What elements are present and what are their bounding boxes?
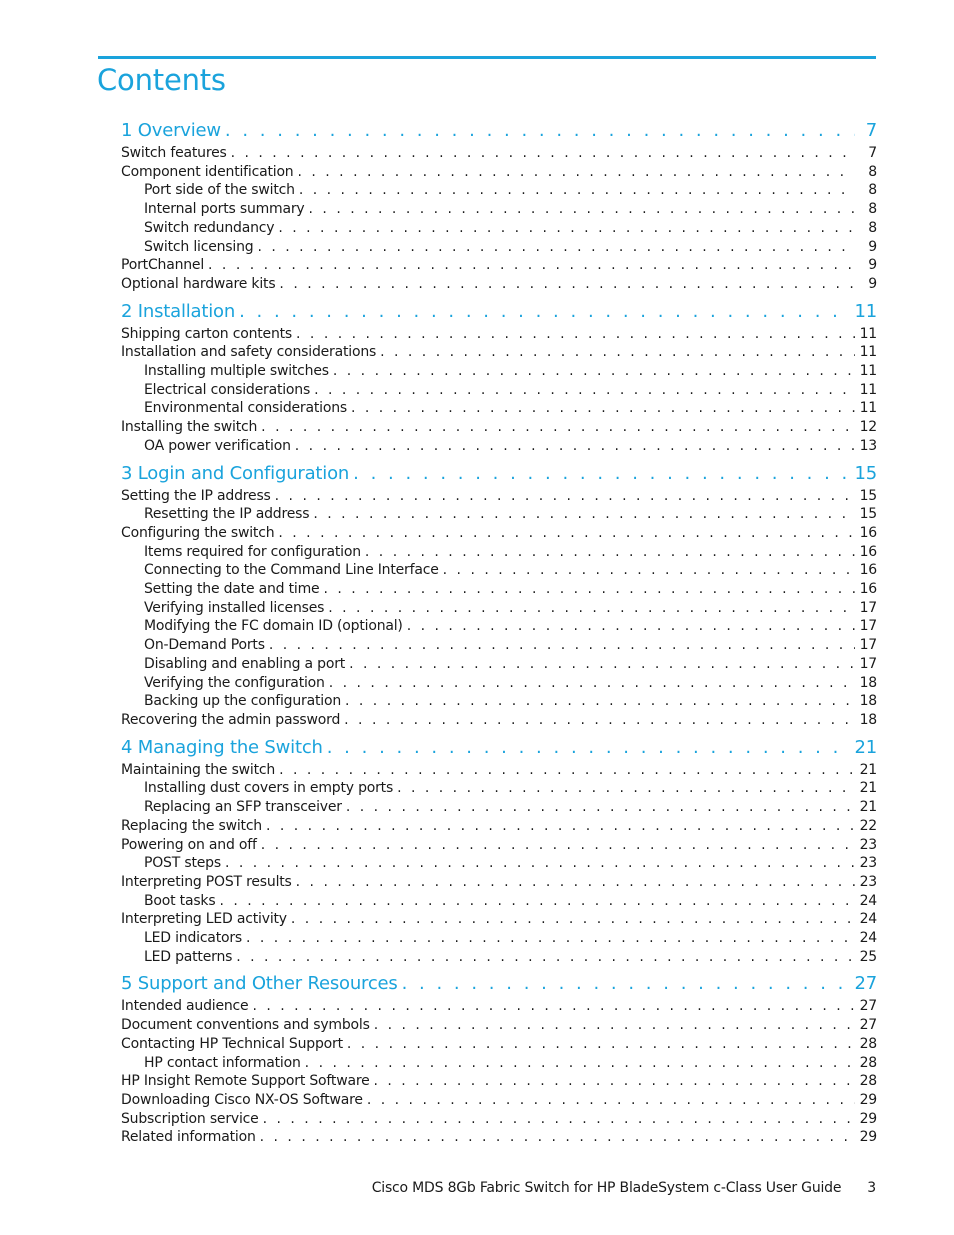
dot-leader (367, 1091, 855, 1110)
dot-leader (443, 561, 855, 580)
toc-entry-page: 29 (859, 1129, 877, 1146)
dot-leader (296, 873, 855, 892)
toc-subsection[interactable] (121, 892, 877, 911)
toc-entry-label: Installing multiple switches (144, 363, 329, 380)
toc-chapter-heading[interactable] (121, 971, 877, 997)
toc-entry-page: 9 (868, 275, 877, 292)
toc-subsection[interactable] (121, 929, 877, 948)
toc-entry-page: 11 (859, 363, 877, 380)
toc-entry-label: Switch features (121, 145, 227, 161)
dot-leader (297, 163, 855, 182)
toc-entry-page: 24 (859, 930, 877, 947)
toc-section[interactable] (121, 910, 877, 929)
toc-entry-label: Recovering the admin password (121, 711, 341, 728)
dot-leader (333, 362, 855, 381)
toc-entry-page: 21 (859, 780, 877, 797)
toc-subsection[interactable] (121, 779, 877, 798)
toc-subsection[interactable] (121, 580, 877, 599)
toc-entry-label: POST steps (144, 855, 221, 872)
toc-entry-page: 17 (859, 637, 877, 654)
toc-entry-label: Downloading Cisco NX-OS Software (121, 1091, 363, 1108)
toc-entry-page: 11 (854, 300, 877, 322)
toc-entry-page: 17 (859, 618, 877, 635)
toc-entry-page: 15 (854, 462, 877, 484)
toc-entry-label: Resetting the IP address (144, 506, 310, 523)
dot-leader (295, 437, 855, 456)
toc-entry-label: Installation and safety considerations (121, 344, 377, 361)
toc-entry-label: Disabling and enabling a port (144, 655, 346, 672)
toc-entry-page: 28 (859, 1035, 877, 1052)
dot-leader (246, 929, 855, 948)
toc-subsection[interactable] (121, 617, 877, 636)
toc-entry-label: Optional hardware kits (121, 275, 276, 292)
toc-subsection[interactable] (121, 505, 877, 524)
toc-entry-page: 23 (859, 836, 877, 853)
dot-leader (260, 1128, 855, 1147)
toc-entry-label: Setting the IP address (121, 487, 271, 504)
toc-entry-label: PortChannel (121, 257, 205, 274)
toc-entry-label: Replacing the switch (121, 817, 262, 834)
toc-entry-label: 2 Installation (121, 300, 236, 322)
toc-entry-label: Interpreting LED activity (121, 911, 287, 928)
toc-entry-page: 15 (859, 487, 877, 504)
toc-entry-page: 7 (868, 145, 877, 161)
dot-leader (344, 711, 855, 730)
dot-leader (380, 343, 855, 362)
toc-chapter (121, 118, 877, 294)
toc-subsection[interactable] (121, 674, 877, 693)
dot-leader (275, 487, 855, 506)
toc-entry-page: 8 (868, 163, 877, 180)
toc-section[interactable] (121, 1035, 877, 1054)
dot-leader (261, 836, 855, 855)
toc-section[interactable] (121, 163, 877, 182)
toc-entry-page: 18 (859, 711, 877, 728)
toc-entry-page: 28 (859, 1073, 877, 1090)
dot-leader (349, 655, 855, 674)
toc-entry-label: Contacting HP Technical Support (121, 1035, 343, 1052)
dot-leader (407, 617, 855, 636)
toc-subsection[interactable] (121, 543, 877, 562)
toc-chapter (121, 735, 877, 967)
dot-leader (225, 118, 855, 144)
toc-entry-label: Component identification (121, 163, 294, 180)
toc-section[interactable] (121, 325, 877, 344)
toc-subsection[interactable] (121, 561, 877, 580)
toc-entry-page: 9 (868, 238, 877, 255)
toc-entry-label: Internal ports summary (144, 201, 305, 218)
toc-entry-page: 8 (868, 201, 877, 218)
toc-chapter (121, 299, 877, 456)
toc-entry-page: 8 (868, 182, 877, 199)
toc-entry-label: Port side of the switch (144, 182, 295, 199)
toc-entry-page: 16 (859, 581, 877, 598)
footer-page-number: 3 (867, 1180, 876, 1196)
dot-leader (373, 1072, 855, 1091)
toc-entry-label: Document conventions and symbols (121, 1017, 370, 1034)
dot-leader (278, 219, 855, 238)
toc-entry-page: 11 (859, 381, 877, 398)
toc-entry-label: 4 Managing the Switch (121, 736, 323, 758)
table-of-contents (121, 118, 877, 1152)
dot-leader (347, 1035, 855, 1054)
toc-entry-label: LED patterns (144, 948, 233, 965)
footer-doc-title: Cisco MDS 8Gb Fabric Switch for HP BladeSystem c-Class User Guide (371, 1180, 842, 1196)
dot-leader (305, 1054, 855, 1073)
dot-leader (397, 779, 855, 798)
toc-entry-page: 18 (859, 674, 877, 691)
dot-leader (313, 505, 855, 524)
page-footer (372, 1180, 876, 1196)
toc-entry-page: 21 (854, 736, 877, 758)
toc-entry-page: 15 (859, 506, 877, 523)
toc-section[interactable] (121, 1110, 877, 1129)
toc-entry-label: Verifying the configuration (144, 674, 325, 691)
toc-entry-page: 17 (859, 655, 877, 672)
toc-entry-page: 18 (859, 693, 877, 710)
toc-subsection[interactable] (121, 636, 877, 655)
toc-entry-page: 16 (859, 562, 877, 579)
dot-leader (219, 892, 855, 911)
toc-entry-label: 3 Login and Configuration (121, 462, 350, 484)
toc-entry-label: Electrical considerations (144, 381, 311, 398)
toc-subsection[interactable] (121, 200, 877, 219)
toc-entry-page: 24 (859, 892, 877, 909)
dot-leader (263, 1110, 855, 1129)
toc-subsection[interactable] (121, 854, 877, 873)
toc-entry-label: 1 Overview (121, 120, 221, 141)
toc-entry-label: HP contact information (144, 1054, 301, 1071)
toc-section[interactable] (121, 836, 877, 855)
toc-entry-page: 16 (859, 543, 877, 560)
toc-entry-label: Intended audience (121, 998, 249, 1015)
page-title: Contents (97, 63, 226, 97)
toc-section[interactable] (121, 761, 877, 780)
dot-leader (261, 418, 855, 437)
toc-subsection[interactable] (121, 238, 877, 257)
toc-section[interactable] (121, 1128, 877, 1147)
toc-entry-label: On-Demand Ports (144, 637, 265, 654)
dot-leader (252, 997, 855, 1016)
toc-section[interactable] (121, 817, 877, 836)
toc-section[interactable] (121, 256, 877, 275)
toc-entry-page: 17 (859, 599, 877, 616)
toc-subsection[interactable] (121, 181, 877, 200)
toc-entry-label: Connecting to the Command Line Interface (144, 562, 439, 579)
toc-entry-label: Related information (121, 1129, 256, 1146)
dot-leader (328, 599, 855, 618)
toc-subsection[interactable] (121, 381, 877, 400)
toc-entry-page: 7 (865, 120, 877, 141)
toc-section[interactable] (121, 524, 877, 543)
toc-chapter-heading[interactable] (121, 735, 877, 761)
toc-subsection[interactable] (121, 399, 877, 418)
toc-entry-page: 11 (859, 325, 877, 342)
toc-entry-label: HP Insight Remote Support Software (121, 1073, 370, 1090)
toc-entry-label: Maintaining the switch (121, 761, 276, 778)
dot-leader (239, 299, 850, 325)
dot-leader (266, 817, 855, 836)
dot-leader (345, 692, 855, 711)
toc-entry-page: 11 (859, 400, 877, 417)
toc-subsection[interactable] (121, 655, 877, 674)
dot-leader (353, 461, 850, 487)
toc-entry-label: 5 Support and Other Resources (121, 973, 398, 995)
toc-subsection[interactable] (121, 692, 877, 711)
dot-leader (291, 910, 855, 929)
dot-leader (314, 381, 855, 400)
toc-section[interactable] (121, 418, 877, 437)
toc-entry-page: 23 (859, 873, 877, 890)
toc-subsection[interactable] (121, 437, 877, 456)
dot-leader (231, 144, 855, 163)
toc-entry-page: 23 (859, 855, 877, 872)
toc-entry-page: 24 (859, 911, 877, 928)
dot-leader (296, 325, 855, 344)
toc-entry-label: Switch redundancy (144, 219, 275, 236)
header-rule (98, 56, 876, 59)
toc-entry-page: 21 (859, 799, 877, 816)
toc-entry-label: Configuring the switch (121, 524, 275, 541)
toc-entry-label: Subscription service (121, 1110, 259, 1127)
toc-entry-label: Switch licensing (144, 238, 254, 255)
toc-entry-page: 21 (859, 761, 877, 778)
toc-section[interactable] (121, 1072, 877, 1091)
dot-leader (208, 256, 855, 275)
toc-entry-label: Modifying the FC domain ID (optional) (144, 618, 403, 635)
dot-leader (269, 636, 855, 655)
dot-leader (402, 971, 851, 997)
toc-subsection[interactable] (121, 948, 877, 967)
toc-entry-page: 25 (859, 948, 877, 965)
toc-chapter-heading[interactable] (121, 299, 877, 325)
toc-entry-label: Setting the date and time (144, 581, 320, 598)
dot-leader (279, 761, 855, 780)
dot-leader (374, 1016, 855, 1035)
toc-entry-page: 12 (859, 419, 877, 436)
toc-subsection[interactable] (121, 798, 877, 817)
toc-subsection[interactable] (121, 362, 877, 381)
toc-section[interactable] (121, 711, 877, 730)
toc-subsection[interactable] (121, 219, 877, 238)
toc-entry-page: 22 (859, 817, 877, 834)
toc-entry-page: 29 (859, 1091, 877, 1108)
dot-leader (225, 854, 855, 873)
dot-leader (346, 798, 855, 817)
toc-section[interactable] (121, 487, 877, 506)
toc-entry-page: 16 (859, 524, 877, 541)
toc-chapter (121, 971, 877, 1147)
toc-entry-label: Boot tasks (144, 892, 216, 909)
toc-chapter-heading[interactable] (121, 461, 877, 487)
dot-leader (365, 543, 855, 562)
toc-entry-label: Replacing an SFP transceiver (144, 799, 342, 816)
toc-chapter (121, 461, 877, 730)
dot-leader (299, 181, 855, 200)
toc-entry-page: 27 (854, 973, 877, 995)
toc-entry-label: Installing dust covers in empty ports (144, 780, 394, 797)
toc-subsection[interactable] (121, 1054, 877, 1073)
toc-entry-label: Verifying installed licenses (144, 599, 325, 616)
toc-entry-page: 8 (868, 219, 877, 236)
toc-entry-page: 28 (859, 1054, 877, 1071)
toc-section[interactable] (121, 873, 877, 892)
dot-leader (257, 238, 855, 257)
toc-entry-label: OA power verification (144, 437, 291, 454)
toc-entry-page: 27 (859, 998, 877, 1015)
toc-entry-page: 29 (859, 1110, 877, 1127)
toc-entry-label: Items required for configuration (144, 543, 361, 560)
toc-entry-label: Powering on and off (121, 836, 257, 853)
dot-leader (327, 735, 851, 761)
dot-leader (329, 674, 855, 693)
toc-entry-label: Interpreting POST results (121, 873, 292, 890)
toc-entry-label: Installing the switch (121, 419, 258, 436)
dot-leader (278, 524, 855, 543)
toc-section[interactable] (121, 144, 877, 163)
dot-leader (279, 275, 855, 294)
toc-section[interactable] (121, 997, 877, 1016)
toc-section[interactable] (121, 1091, 877, 1110)
toc-chapter-heading[interactable] (121, 118, 877, 144)
toc-section[interactable] (121, 343, 877, 362)
dot-leader (351, 399, 855, 418)
dot-leader (236, 948, 855, 967)
toc-entry-label: LED indicators (144, 930, 242, 947)
toc-entry-page: 13 (859, 437, 877, 454)
toc-entry-label: Environmental considerations (144, 400, 347, 417)
toc-entry-label: Backing up the configuration (144, 693, 341, 710)
dot-leader (323, 580, 855, 599)
dot-leader (309, 200, 855, 219)
toc-subsection[interactable] (121, 599, 877, 618)
toc-section[interactable] (121, 1016, 877, 1035)
toc-section[interactable] (121, 275, 877, 294)
toc-entry-page: 27 (859, 1017, 877, 1034)
toc-entry-label: Shipping carton contents (121, 325, 293, 342)
toc-entry-page: 11 (859, 344, 877, 361)
toc-entry-page: 9 (868, 257, 877, 274)
